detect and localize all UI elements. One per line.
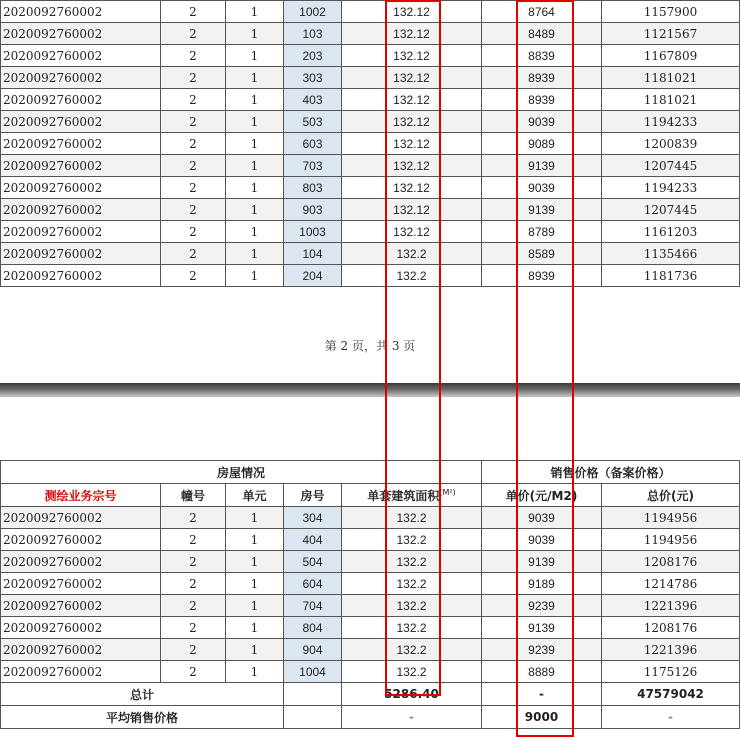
unit-price-cell: 9139	[482, 617, 602, 639]
table-row	[1, 661, 740, 683]
area-cell: 132.2	[342, 639, 482, 661]
area-cell: 132.12	[342, 89, 482, 111]
table-row	[1, 89, 740, 111]
col-header-id: 测绘业务宗号	[1, 484, 161, 507]
building-no-cell: 2	[161, 573, 226, 595]
building-no-cell: 2	[161, 111, 226, 133]
building-no-cell: 2	[161, 67, 226, 89]
unit-price-cell: 9089	[482, 133, 602, 155]
total-price-cell: 1121567	[602, 23, 740, 45]
price-table-page-2	[0, 460, 740, 729]
table-row	[1, 221, 740, 243]
survey-id-cell: 2020092760002	[1, 265, 161, 287]
building-no-cell: 2	[161, 595, 226, 617]
area-cell: 132.12	[342, 221, 482, 243]
building-no-cell: 2	[161, 23, 226, 45]
total-price-cell: 1207445	[602, 155, 740, 177]
table-row	[1, 639, 740, 661]
survey-id-cell: 2020092760002	[1, 1, 161, 23]
survey-id-cell: 2020092760002	[1, 551, 161, 573]
unit-price-cell: 9039	[482, 111, 602, 133]
survey-id-cell: 2020092760002	[1, 529, 161, 551]
unit-no-cell: 1	[226, 133, 284, 155]
room-no-cell: 304	[284, 507, 342, 529]
totals-unit-price: -	[482, 683, 602, 706]
total-price-cell: 1194956	[602, 529, 740, 551]
unit-price-cell: 8839	[482, 45, 602, 67]
total-price-cell: 1175126	[602, 661, 740, 683]
total-price-cell: 1194233	[602, 177, 740, 199]
building-no-cell: 2	[161, 1, 226, 23]
survey-id-cell: 2020092760002	[1, 221, 161, 243]
room-no-cell: 803	[284, 177, 342, 199]
table-row	[1, 573, 740, 595]
page-separator	[0, 383, 740, 397]
room-no-cell: 203	[284, 45, 342, 67]
table-row	[1, 529, 740, 551]
room-no-cell: 504	[284, 551, 342, 573]
total-price-cell: 1194233	[602, 111, 740, 133]
area-cell: 132.2	[342, 529, 482, 551]
survey-id-cell: 2020092760002	[1, 661, 161, 683]
price-table-page-2-body	[1, 507, 740, 683]
unit-price-cell: 8939	[482, 265, 602, 287]
area-cell: 132.12	[342, 1, 482, 23]
building-no-cell: 2	[161, 221, 226, 243]
average-area: -	[342, 706, 482, 729]
table-row	[1, 155, 740, 177]
survey-id-cell: 2020092760002	[1, 23, 161, 45]
table-row	[1, 507, 740, 529]
total-price-cell: 1194956	[602, 507, 740, 529]
col-header-area	[342, 484, 482, 507]
building-no-cell: 2	[161, 133, 226, 155]
unit-no-cell: 1	[226, 199, 284, 221]
survey-id-cell: 2020092760002	[1, 67, 161, 89]
area-cell: 132.12	[342, 199, 482, 221]
room-no-cell: 204	[284, 265, 342, 287]
survey-id-cell: 2020092760002	[1, 89, 161, 111]
group-header-price: 销售价格（备案价格）	[482, 461, 740, 484]
area-cell: 132.2	[342, 595, 482, 617]
unit-price-cell: 9139	[482, 551, 602, 573]
unit-no-cell: 1	[226, 23, 284, 45]
building-no-cell: 2	[161, 507, 226, 529]
building-no-cell: 2	[161, 155, 226, 177]
area-cell: 132.12	[342, 67, 482, 89]
building-no-cell: 2	[161, 265, 226, 287]
room-no-cell: 1003	[284, 221, 342, 243]
room-no-cell: 904	[284, 639, 342, 661]
table-row	[1, 23, 740, 45]
survey-id-cell: 2020092760002	[1, 177, 161, 199]
unit-price-cell: 8589	[482, 243, 602, 265]
total-price-cell: 1208176	[602, 551, 740, 573]
area-cell: 132.2	[342, 507, 482, 529]
price-table-page-1	[0, 0, 740, 287]
survey-id-cell: 2020092760002	[1, 199, 161, 221]
unit-no-cell: 1	[226, 639, 284, 661]
totals-empty-cell	[284, 683, 342, 706]
unit-price-cell: 9189	[482, 573, 602, 595]
unit-price-cell: 8764	[482, 1, 602, 23]
survey-id-cell: 2020092760002	[1, 111, 161, 133]
total-price-cell: 1181021	[602, 89, 740, 111]
col-header-unit: 单元	[226, 484, 284, 507]
unit-price-cell: 8889	[482, 661, 602, 683]
total-price-cell: 1135466	[602, 243, 740, 265]
unit-no-cell: 1	[226, 617, 284, 639]
table-row	[1, 595, 740, 617]
total-price-cell: 1208176	[602, 617, 740, 639]
table-row	[1, 1, 740, 23]
total-price-cell: 1207445	[602, 199, 740, 221]
room-no-cell: 903	[284, 199, 342, 221]
average-row	[1, 706, 740, 729]
unit-no-cell: 1	[226, 45, 284, 67]
room-no-cell: 103	[284, 23, 342, 45]
building-no-cell: 2	[161, 177, 226, 199]
room-no-cell: 1004	[284, 661, 342, 683]
area-cell: 132.12	[342, 155, 482, 177]
total-price-cell: 1221396	[602, 595, 740, 617]
table-row	[1, 243, 740, 265]
area-cell: 132.12	[342, 23, 482, 45]
area-cell: 132.2	[342, 617, 482, 639]
total-price-cell: 1167809	[602, 45, 740, 67]
area-cell: 132.2	[342, 551, 482, 573]
unit-price-cell: 8789	[482, 221, 602, 243]
survey-id-cell: 2020092760002	[1, 573, 161, 595]
room-no-cell: 703	[284, 155, 342, 177]
unit-no-cell: 1	[226, 573, 284, 595]
unit-price-cell: 9139	[482, 155, 602, 177]
total-price-cell: 1157900	[602, 1, 740, 23]
totals-area: 5286.40	[342, 683, 482, 706]
unit-price-cell: 9039	[482, 177, 602, 199]
unit-price-cell: 9139	[482, 199, 602, 221]
unit-price-cell: 8939	[482, 89, 602, 111]
building-no-cell: 2	[161, 551, 226, 573]
building-no-cell: 2	[161, 639, 226, 661]
total-price-cell: 1181736	[602, 265, 740, 287]
unit-price-cell: 8489	[482, 23, 602, 45]
building-no-cell: 2	[161, 45, 226, 67]
room-no-cell: 1002	[284, 1, 342, 23]
area-cell: 132.12	[342, 111, 482, 133]
group-header-row	[1, 461, 740, 484]
unit-no-cell: 1	[226, 265, 284, 287]
total-price-cell: 1200839	[602, 133, 740, 155]
unit-no-cell: 1	[226, 177, 284, 199]
room-no-cell: 104	[284, 243, 342, 265]
survey-id-cell: 2020092760002	[1, 639, 161, 661]
average-empty-cell	[284, 706, 342, 729]
unit-no-cell: 1	[226, 1, 284, 23]
building-no-cell: 2	[161, 617, 226, 639]
area-cell: 132.12	[342, 177, 482, 199]
unit-no-cell: 1	[226, 661, 284, 683]
table-row	[1, 551, 740, 573]
group-header-house: 房屋情况	[1, 461, 482, 484]
total-price-cell: 1161203	[602, 221, 740, 243]
total-price-cell: 1181021	[602, 67, 740, 89]
building-no-cell: 2	[161, 529, 226, 551]
survey-id-cell: 2020092760002	[1, 45, 161, 67]
area-cell: 132.12	[342, 45, 482, 67]
unit-price-cell: 8939	[482, 67, 602, 89]
average-total-price: -	[602, 706, 740, 729]
totals-row	[1, 683, 740, 706]
survey-id-cell: 2020092760002	[1, 595, 161, 617]
area-cell: 132.2	[342, 243, 482, 265]
unit-no-cell: 1	[226, 551, 284, 573]
survey-id-cell: 2020092760002	[1, 507, 161, 529]
unit-price-cell: 9039	[482, 507, 602, 529]
unit-no-cell: 1	[226, 111, 284, 133]
col-header-unit-price: 单价(元/M2)	[482, 484, 602, 507]
unit-price-cell: 9039	[482, 529, 602, 551]
unit-no-cell: 1	[226, 221, 284, 243]
room-no-cell: 404	[284, 529, 342, 551]
area-cell: 132.2	[342, 661, 482, 683]
col-header-area-label: 单套建筑面积	[367, 488, 440, 503]
totals-total-price: 47579042	[602, 683, 740, 706]
survey-id-cell: 2020092760002	[1, 243, 161, 265]
building-no-cell: 2	[161, 89, 226, 111]
table-row	[1, 67, 740, 89]
price-table-page-1-body	[1, 1, 740, 287]
unit-no-cell: 1	[226, 595, 284, 617]
survey-id-cell: 2020092760002	[1, 617, 161, 639]
table-row	[1, 111, 740, 133]
room-no-cell: 503	[284, 111, 342, 133]
total-price-cell: 1214786	[602, 573, 740, 595]
area-cell: 132.12	[342, 133, 482, 155]
room-no-cell: 804	[284, 617, 342, 639]
room-no-cell: 704	[284, 595, 342, 617]
unit-no-cell: 1	[226, 67, 284, 89]
table-row	[1, 133, 740, 155]
table-row	[1, 617, 740, 639]
col-header-total-price: 总价(元)	[602, 484, 740, 507]
table-row	[1, 177, 740, 199]
building-no-cell: 2	[161, 661, 226, 683]
table-row	[1, 199, 740, 221]
totals-label: 总计	[1, 683, 284, 706]
room-no-cell: 403	[284, 89, 342, 111]
unit-no-cell: 1	[226, 507, 284, 529]
unit-price-cell: 9239	[482, 595, 602, 617]
area-cell: 132.2	[342, 265, 482, 287]
room-no-cell: 604	[284, 573, 342, 595]
area-cell: 132.2	[342, 573, 482, 595]
survey-id-cell: 2020092760002	[1, 155, 161, 177]
total-price-cell: 1221396	[602, 639, 740, 661]
average-label: 平均销售价格	[1, 706, 284, 729]
room-no-cell: 603	[284, 133, 342, 155]
table-row	[1, 45, 740, 67]
col-header-building: 幢号	[161, 484, 226, 507]
unit-no-cell: 1	[226, 89, 284, 111]
page-number: 第 2 页，共 3 页	[324, 339, 416, 353]
average-unit-price: 9000	[482, 706, 602, 729]
building-no-cell: 2	[161, 199, 226, 221]
unit-price-cell: 9239	[482, 639, 602, 661]
unit-no-cell: 1	[226, 155, 284, 177]
col-header-area-unit: (M²)	[439, 487, 456, 497]
unit-no-cell: 1	[226, 529, 284, 551]
survey-id-cell: 2020092760002	[1, 133, 161, 155]
room-no-cell: 303	[284, 67, 342, 89]
column-header-row	[1, 484, 740, 507]
col-header-room: 房号	[284, 484, 342, 507]
unit-no-cell: 1	[226, 243, 284, 265]
table-row	[1, 265, 740, 287]
building-no-cell: 2	[161, 243, 226, 265]
